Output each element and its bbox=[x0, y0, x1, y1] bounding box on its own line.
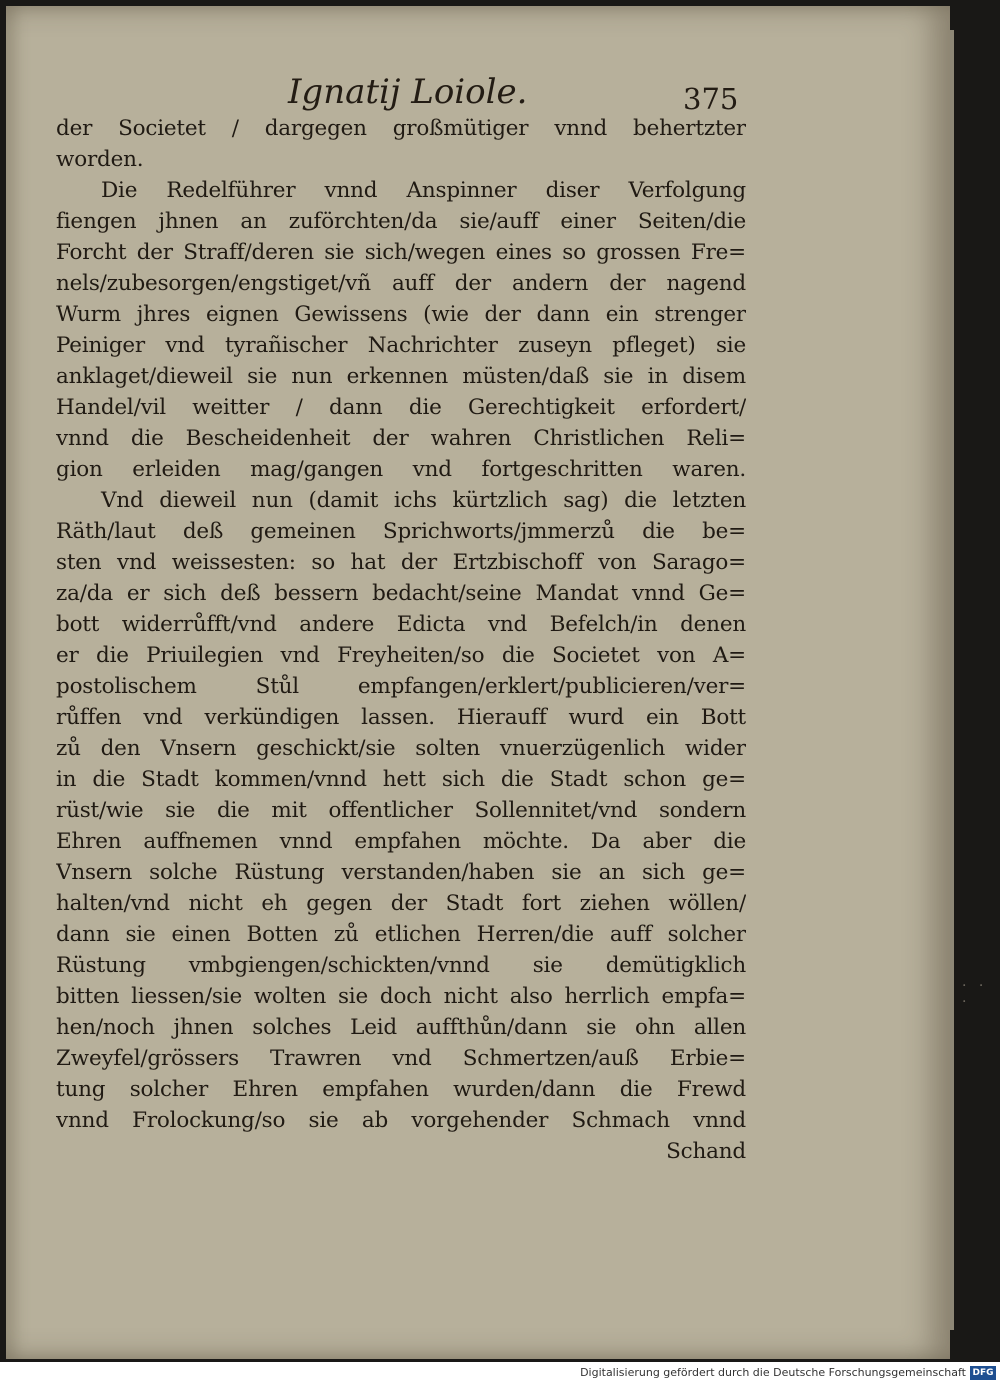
text-line: za/da er sich deß bessern bedacht/seine Mandat vnnd Ge= bbox=[56, 581, 746, 606]
text-line: rüst/wie sie die mit offentlicher Sollennitet/vnd sondern bbox=[56, 798, 746, 823]
page-number: 375 bbox=[683, 82, 739, 116]
text-line: anklaget/dieweil sie nun erkennen müsten/daß sie in disem bbox=[56, 364, 746, 389]
text-line: vnnd Frolockung/so sie ab vorgehender Schmach vnnd bbox=[56, 1108, 746, 1133]
text-line: nels/zubesorgen/engstiget/vñ auff der andern der nagend bbox=[56, 271, 746, 296]
text-line: zů den Vnsern geschickt/sie solten vnuerzügenlich wider bbox=[56, 736, 746, 761]
text-line: Wurm jhres eignen Gewissens (wie der dann ein strenger bbox=[56, 302, 746, 327]
text-line: Handel/vil weitter / dann die Gerechtigkeit erfordert/ bbox=[56, 395, 746, 420]
text-line: gion erleiden mag/gangen vnd fortgeschritten waren. bbox=[56, 457, 746, 482]
text-line: Vnsern solche Rüstung verstanden/haben sie an sich ge= bbox=[56, 860, 746, 885]
text-line: in die Stadt kommen/vnnd hett sich die Stadt schon ge= bbox=[56, 767, 746, 792]
text-line: hen/noch jhnen solches Leid auffthůn/dann sie ohn allen bbox=[56, 1015, 746, 1040]
text-line: bitten liessen/sie wolten sie doch nicht also herrlich empfa= bbox=[56, 984, 746, 1009]
text-line: der Societet / dargegen großmütiger vnnd behertzter bbox=[56, 116, 746, 141]
text-line: Zweyfel/grössers Trawren vnd Schmertzen/auß Erbie= bbox=[56, 1046, 746, 1071]
text-line: růffen vnd verkündigen lassen. Hierauff wurd ein Bott bbox=[56, 705, 746, 730]
text-line: postolischem Stůl empfangen/erklert/publicieren/ver= bbox=[56, 674, 746, 699]
footer-credit: Digitalisierung gefördert durch die Deutsche Forschungsgemeinschaft bbox=[580, 1366, 966, 1379]
text-line: sten vnd weissesten: so hat der Ertzbischoff von Sarago= bbox=[56, 550, 746, 575]
text-line: bott widerrůfft/vnd andere Edicta vnd Befelch/in denen bbox=[56, 612, 746, 637]
footer-bar bbox=[0, 1362, 1000, 1387]
text-line: er die Priuilegien vnd Freyheiten/so die Societet von A= bbox=[56, 643, 746, 668]
text-line: Forcht der Straff/deren sie sich/wegen eines so grossen Fre= bbox=[56, 240, 746, 265]
text-line: halten/vnd nicht eh gegen der Stadt fort ziehen wöllen/ bbox=[56, 891, 746, 916]
text-line: Räth/laut deß gemeinen Sprichworts/jmmerzů die be= bbox=[56, 519, 746, 544]
text-line: fiengen jhnen an zuförchten/da sie/auff einer Seiten/die bbox=[56, 209, 746, 234]
text-line: Peiniger vnd tyrañischer Nachrichter zuseyn pfleget) sie bbox=[56, 333, 746, 358]
body-text bbox=[56, 113, 746, 1167]
dfg-logo-icon: DFG bbox=[970, 1366, 996, 1380]
page-edge bbox=[950, 30, 954, 1330]
text-line: dann sie einen Botten zů etlichen Herren/die auff solcher bbox=[56, 922, 746, 947]
text-line: tung solcher Ehren empfahen wurden/dann die Frewd bbox=[56, 1077, 746, 1102]
running-head: Ignatij Loiole. bbox=[288, 72, 528, 112]
text-line: Die Redelführer vnnd Anspinner diser Verfolgung bbox=[101, 178, 746, 203]
text-line: Ehren auffnemen vnnd empfahen möchte. Da aber die bbox=[56, 829, 746, 854]
text-line: worden. bbox=[56, 147, 144, 172]
text-line: Vnd dieweil nun (damit ichs kürtzlich sag) die letzten bbox=[101, 488, 746, 513]
text-line: vnnd die Bescheidenheit der wahren Christlichen Reli= bbox=[56, 426, 746, 451]
catchword: Schand bbox=[666, 1139, 746, 1164]
text-line: Rüstung vmbgiengen/schickten/vnnd sie demütigklich bbox=[56, 953, 746, 978]
margin-mark: · · · bbox=[962, 978, 988, 1010]
